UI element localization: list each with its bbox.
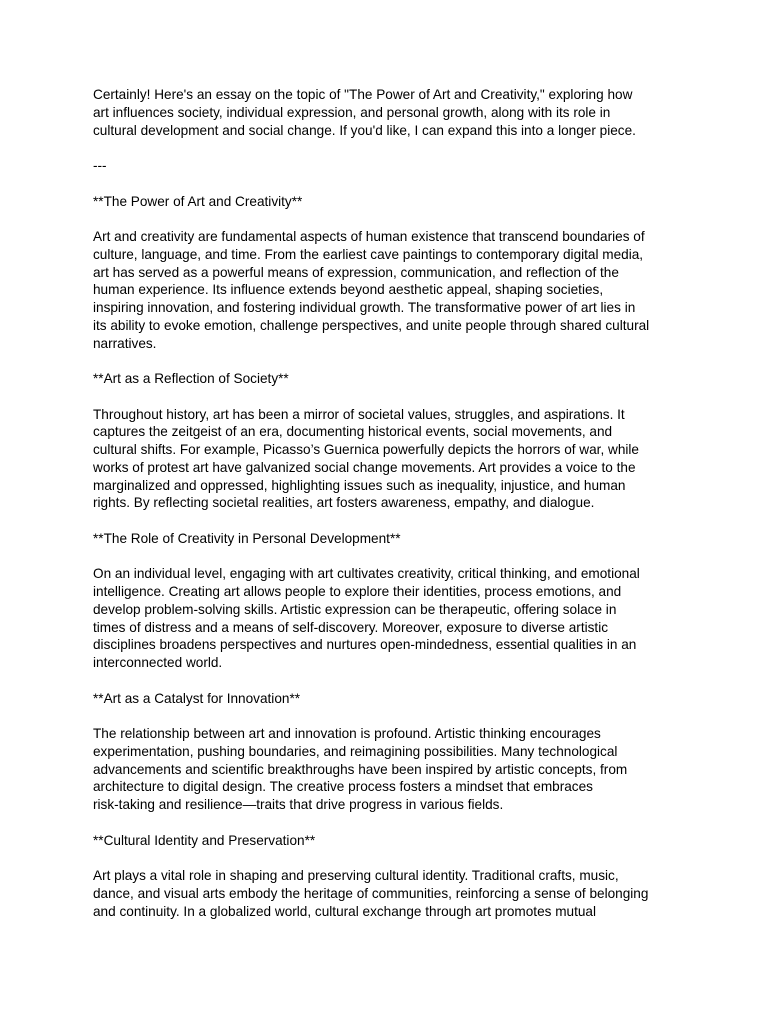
essay-title: **The Power of Art and Creativity** [93,193,303,209]
paragraph-personal-development: On an individual level, engaging with art cultivates creativity, critical thinking, and emotional intelligence. Creating art allows people to explore their identities, process emotions, and develop problem-solving skills. Artistic expression can be therapeutic, offering solace in times of distress and a means of self-discovery. Moreover, exposure to diverse artistic disciplines broadens perspectives and nurtures open-mindedness, essential qualities in an interconnected world. [93,566,640,670]
paragraph-reflection-of-society: Throughout history, art has been a mirror of societal values, struggles, and aspirations. It captures the zeitgeist of an era, documenting historical events, social movements, and cultural shifts. For example, Picasso’s Guernica powerfully depicts the horrors of war, while works of protest art have galvanized social change movements. Art provides a voice to the marginalized and oppressed, highlighting issues such as inequality, injustice, and human rights. By reflecting societal realities, art fosters awareness, empathy, and dialogue. [93,406,639,511]
paragraph-cultural-identity: Art plays a vital role in shaping and preserving cultural identity. Traditional crafts, music, dance, and visual arts embody the heritage of communities, reinforcing a sense of belonging and continuity. In a globalized world, cultural exchange through art promotes mutual [93,868,649,919]
paragraph-introduction: Art and creativity are fundamental aspects of human existence that transcend boundaries of culture, language, and time. From the earliest cave paintings to contemporary digital media, art has served as a powerful means of expression, communication, and reflection of the human experience. Its influence extends beyond aesthetic appeal, shaping societies, inspiring innovation, and fostering individual growth. The transformative power of art lies in its ability to evoke emotion, challenge perspectives, and unite people through shared cultural narratives. [93,229,650,351]
heading-reflection-of-society: **Art as a Reflection of Society** [93,371,289,386]
heading-cultural-identity: **Cultural Identity and Preservation** [93,832,316,848]
paragraph-catalyst-for-innovation: The relationship between art and innovation is profound. Artistic thinking encourages experimentation, pushing boundaries, and reimagining possibilities. Many technological advancements and scientific breakthroughs have been inspired by artistic concepts, from architecture to digital design. The creative process fosters a mindset that embraces risk-taking and resilience—traits that drive progress in various fields. [93,726,628,812]
document-page [93,86,683,938]
heading-personal-development: **The Role of Creativity in Personal Development** [93,530,401,546]
heading-catalyst-for-innovation: **Art as a Catalyst for Innovation** [93,690,301,706]
intro-paragraph: Certainly! Here's an essay on the topic of "The Power of Art and Creativity," exploring how art influences society, individual expression, and personal growth, along with its role in cultural development and social change. If you'd like, I can expand this into a longer piece. [93,87,636,138]
separator: --- [93,158,107,173]
